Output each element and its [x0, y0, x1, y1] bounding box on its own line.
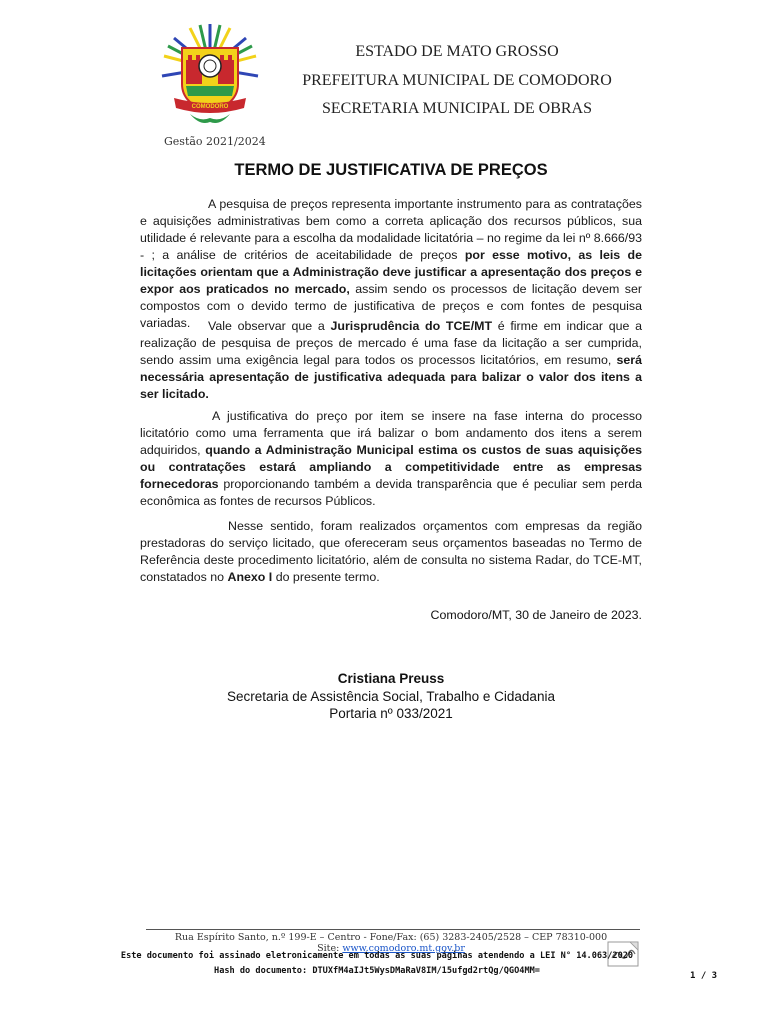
place-and-date: Comodoro/MT, 30 de Janeiro de 2023.: [430, 608, 642, 622]
paragraph-1-text-a: A pesquisa de preços representa importante instrumento para as contratações e aquisições administrativas bem como a correta aplicação dos recursos públicos, sua utilidade é relevante para a escolha da modalidade licitatória – no regime da lei nº 8.666/93 - ; a análise de critérios de aceitabilidade de preços: [140, 197, 642, 262]
paragraph-4-text-c: do presente termo.: [272, 570, 380, 584]
signer-portaria: Portaria nº 033/2021: [329, 706, 453, 721]
coat-of-arms-logo: [160, 22, 260, 126]
institution-header: [272, 38, 642, 124]
logo-banner-text: COMODORO: [191, 104, 229, 110]
document-title: TERMO DE JUSTIFICATIVA DE PREÇOS: [234, 161, 548, 179]
paragraph-3-text-c: proporcionando também a devida transparência que é peculiar sem perda econômica as fontes de recursos Públicos.: [140, 477, 642, 508]
paragraph-1: [140, 196, 642, 332]
signature-block: [140, 670, 642, 723]
footer-site-label: Site:: [317, 943, 343, 954]
paragraph-3-text-a: A justificativa do preço por item se insere na fase interna do processo licitatório como uma ferramenta que irá balizar o bom andamento dos itens a serem adquiridos,: [140, 409, 642, 457]
footer-site-link[interactable]: www.comodoro.mt.gov.br: [342, 943, 465, 954]
paragraph-3: [140, 408, 642, 510]
gestao-label: Gestão 2021/2024: [164, 135, 266, 148]
paragraph-2-text-c: é firme em indicar que a realização de pesquisa de preços de mercado é uma fase da licitação a ser cumprida, sendo assim uma exigência legal para todos os processos licitatórios, em resumo,: [140, 319, 643, 367]
paragraph-1-text-c: assim sendo os processos de licitação devem ser compostos com o devido termo de justificativa de preços e com fontes de pesquisa variadas.: [140, 282, 642, 330]
paragraph-2-bold-jurisprudence: Jurisprudência do TCE/MT: [330, 319, 493, 333]
paragraph-2-text-a: Vale observar que a: [208, 319, 331, 333]
paragraph-2: [140, 318, 642, 403]
footer-address: Rua Espírito Santo, n.º 199-E – Centro - Fone/Fax: (65) 3283-2405/2528 – CEP 78310-000: [174, 932, 608, 943]
footer-divider: [146, 929, 640, 930]
signer-role: Secretaria de Assistência Social, Trabalho e Cidadania: [227, 688, 555, 704]
paragraph-2-bold-conclusion: será necessária apresentação de justificativa adequada para balizar o valor dos itens a ser licitado.: [140, 353, 642, 401]
paragraph-4-text-a: Nesse sentido, foram realizados orçamentos com empresas da região prestadoras do serviço licitado, que ofereceram seus orçamentos baseadas no Termo de Referência deste procedimento licitatório, além de consulta no sistema Radar, do TCE-MT, constatados no: [140, 519, 642, 584]
signer-name: Cristiana Preuss: [337, 671, 445, 686]
paragraph-1-bold: por esse motivo, as leis de licitações orientam que a Administração deve justificar a apresentação dos preços e expor aos praticados no mercado,: [140, 248, 642, 296]
paragraph-3-bold: quando a Administração Municipal estima os custos de suas aquisições ou contratações estará ampliando a competitividade entre as empresas fornecedoras: [140, 443, 642, 491]
paragraph-4: [140, 518, 642, 586]
document-hash: Hash do documento: DTUXfM4aIJt5WysDMaRaV8IM/15ufgd2rtQg/QGO4MM=: [214, 966, 540, 976]
secretariat-name: SECRETARIA MUNICIPAL DE OBRAS: [321, 100, 592, 117]
paragraph-4-bold-annex: Anexo I: [227, 570, 273, 584]
electronic-signature-notice: Este documento foi assinado eletronicamente em todas as suas páginas atendendo a LEI N° 14.063/2020: [120, 951, 634, 961]
prefecture-name: PREFEITURA MUNICIPAL DE COMODORO: [302, 71, 612, 89]
page-number: 1 / 3: [690, 971, 718, 981]
state-name: ESTADO DE MATO GROSSO: [355, 43, 559, 60]
